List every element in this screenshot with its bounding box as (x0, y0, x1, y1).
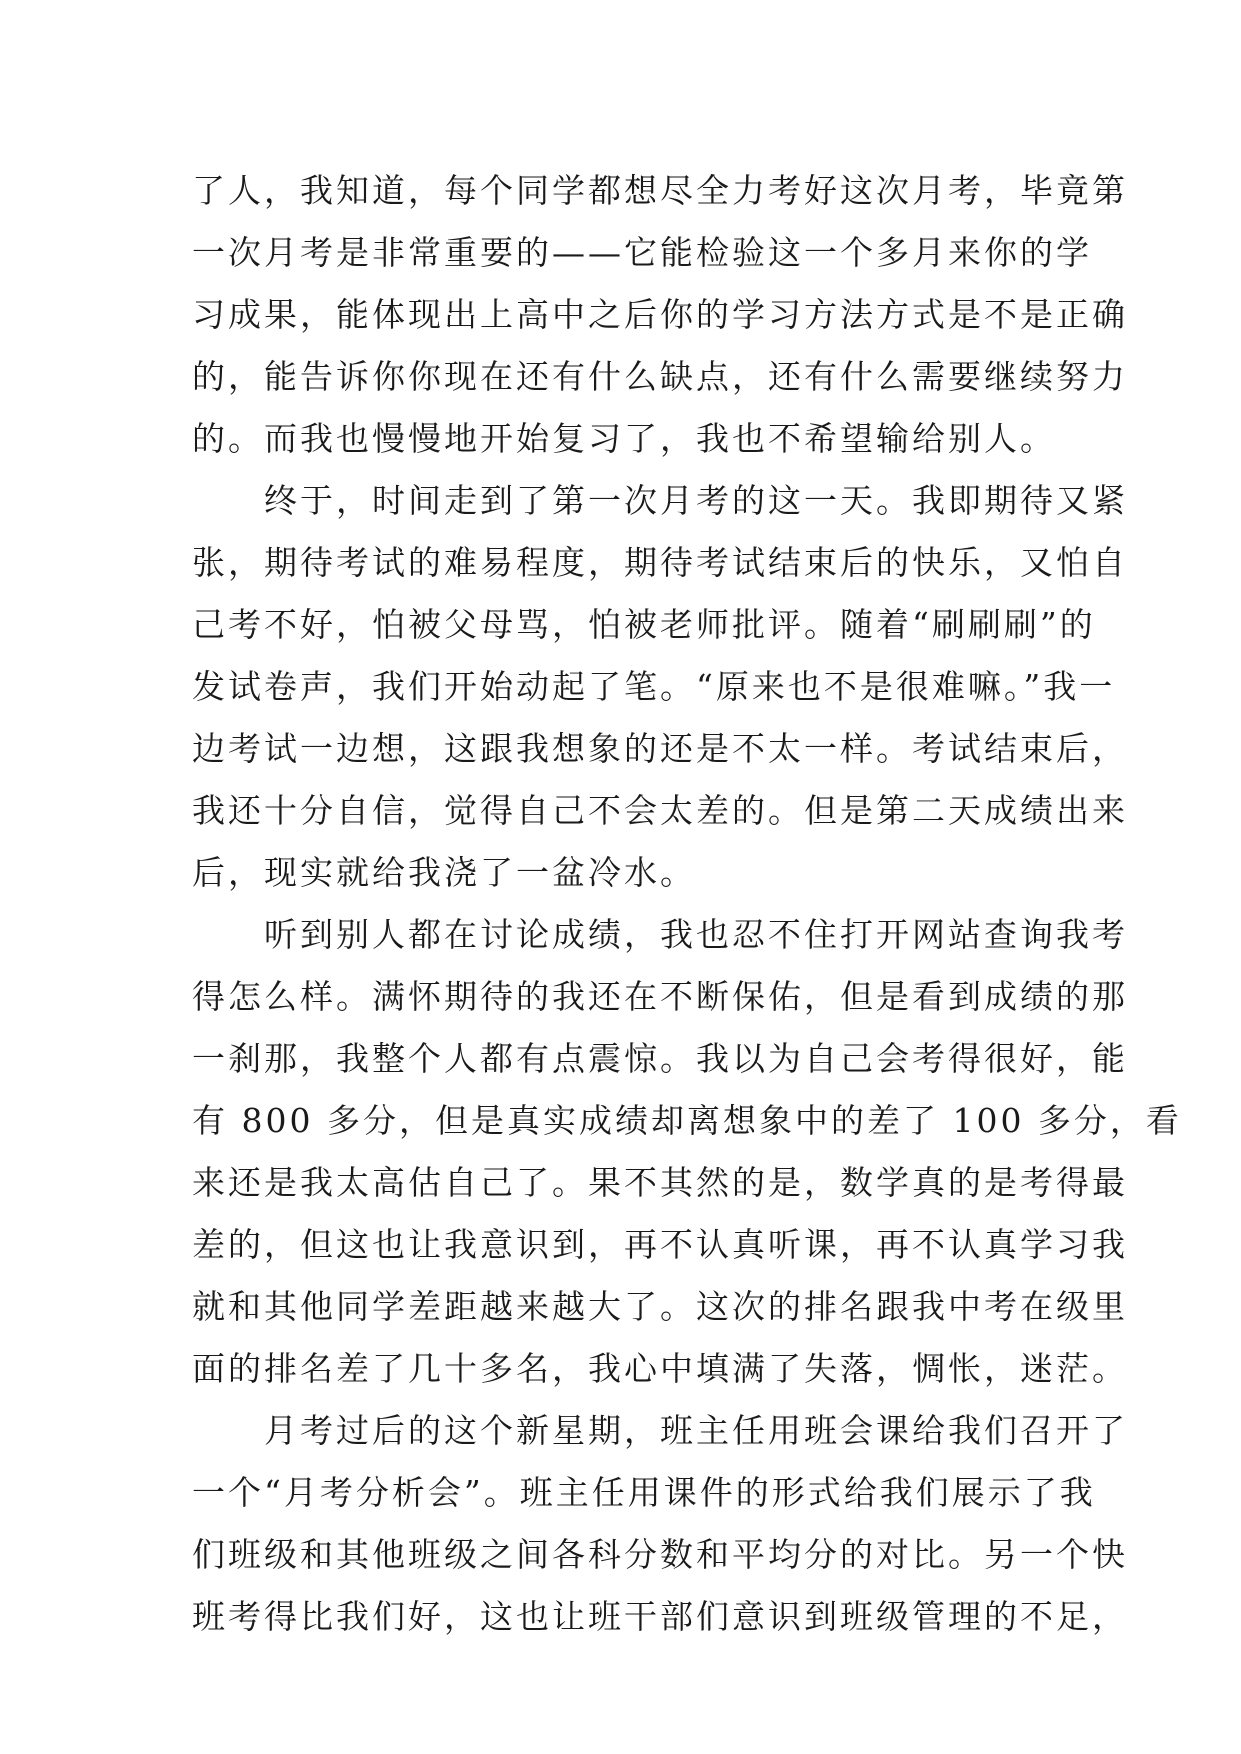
text-line: 的。而我也慢慢地开始复习了，我也不希望输给别人。 (192, 419, 1056, 458)
text-line: 差的，但这也让我意识到，再不认真听课，再不认真学习我 (192, 1225, 1128, 1264)
text-line: 发试卷声，我们开始动起了笔。“原来也不是很难嘛。”我一 (192, 667, 1116, 706)
text-line: 就和其他同学差距越来越大了。这次的排名跟我中考在级里 (192, 1287, 1128, 1326)
text-line: 一刹那，我整个人都有点震惊。我以为自己会考得很好，能 (192, 1039, 1128, 1078)
text-line: 有 800 多分，但是真实成绩却离想象中的差了 100 多分，看 (192, 1101, 1182, 1140)
text-line: 的，能告诉你你现在还有什么缺点，还有什么需要继续努力 (192, 357, 1128, 396)
text-line: 我还十分自信，觉得自己不会太差的。但是第二天成绩出来 (192, 791, 1128, 830)
text-line: 班考得比我们好，这也让班干部们意识到班级管理的不足， (192, 1597, 1128, 1636)
text-line: 了人，我知道，每个同学都想尽全力考好这次月考，毕竟第 (192, 171, 1128, 210)
text-line: 听到别人都在讨论成绩，我也忍不住打开网站查询我考 (264, 915, 1128, 954)
text-line: 面的排名差了几十多名，我心中填满了失落，惆怅，迷茫。 (192, 1349, 1128, 1388)
text-line: 边考试一边想，这跟我想象的还是不太一样。考试结束后， (192, 729, 1128, 768)
text-line: 月考过后的这个新星期，班主任用班会课给我们召开了 (264, 1411, 1128, 1450)
text-line: 终于，时间走到了第一次月考的这一天。我即期待又紧 (264, 481, 1128, 520)
text-line: 一个“月考分析会”。班主任用课件的形式给我们展示了我 (192, 1473, 1096, 1512)
body-text (192, 160, 1182, 1648)
text-line: 一次月考是非常重要的——它能检验这一个多月来你的学 (192, 233, 1092, 272)
text-line: 后，现实就给我浇了一盆冷水。 (192, 853, 696, 892)
text-line: 习成果，能体现出上高中之后你的学习方法方式是不是正确 (192, 295, 1128, 334)
text-line: 得怎么样。满怀期待的我还在不断保佑，但是看到成绩的那 (192, 977, 1128, 1016)
text-line: 们班级和其他班级之间各科分数和平均分的对比。另一个快 (192, 1535, 1128, 1574)
text-line: 己考不好，怕被父母骂，怕被老师批评。随着“刷刷刷”的 (192, 605, 1096, 644)
text-line: 张，期待考试的难易程度，期待考试结束后的快乐，又怕自 (192, 543, 1128, 582)
text-line: 来还是我太高估自己了。果不其然的是，数学真的是考得最 (192, 1163, 1128, 1202)
